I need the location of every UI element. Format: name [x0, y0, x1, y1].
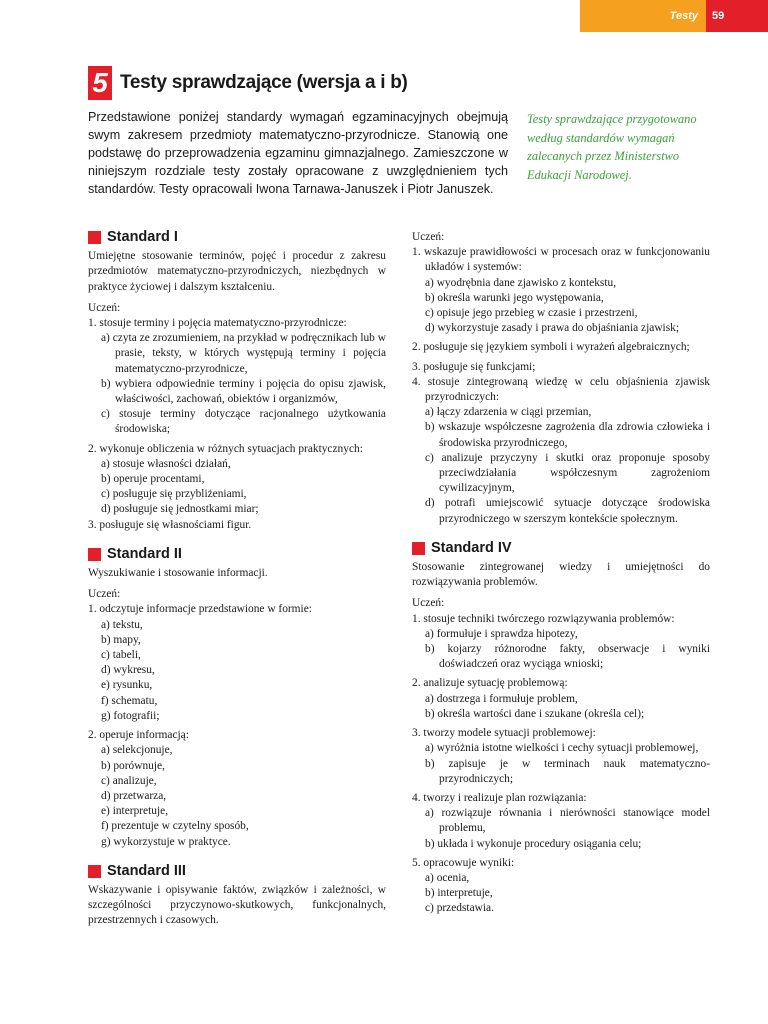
list-item: 2. operuje informacją: [88, 729, 189, 742]
list-subitem: a) selekcjonuje, [101, 744, 173, 757]
list-item: 4. stosuje zintegrowaną wiedzę w celu objaśnienia zjawisk przyrodniczych: [412, 375, 710, 404]
standard-2-description: Wyszukiwanie i stosowanie informacji. [88, 567, 268, 580]
standard-4-title: Standard IV [431, 539, 512, 556]
list-subitem: b) mapy, [101, 633, 141, 646]
chapter-title: Testy sprawdzające (wersja a i b) [120, 72, 408, 93]
list-subitem: e) rysunku, [101, 679, 153, 692]
list-subitem: c) tabeli, [101, 649, 141, 662]
list-subitem: d) posługuje się jednostkami miar; [101, 503, 259, 516]
list-subitem: e) interpretuje, [101, 805, 169, 818]
list-subitem: b) wybiera odpowiednie terminy i pojęcia do opisu zjawisk, właściwości, zachowań, obiektów i organizmów, [101, 377, 386, 406]
list-item: 1. wskazuje prawidłowości w procesach oraz w funkcjonowaniu układów i systemów: [412, 246, 710, 274]
list-subitem: c) analizuje przyczyny i skutki oraz proponuje sposoby przeciwdziałania współczesnym zagrożeniom cywilizacyjnym, [425, 451, 710, 495]
list-subitem: d) wykorzystuje zasady i prawa do objaśniania zjawisk; [425, 322, 679, 335]
standard-1-heading [88, 230, 386, 245]
list-subitem: c) analizuje, [101, 774, 157, 787]
red-square-marker [88, 865, 101, 878]
list-item: 3. posługuje się funkcjami; [412, 360, 536, 373]
list-subitem: c) przedstawia. [425, 902, 494, 915]
chapter-heading [88, 66, 408, 100]
list-item: 3. posługuje się własnościami figur. [88, 518, 252, 531]
list-item: 1. stosuje terminy i pojęcia matematyczno-przyrodnicze: [88, 317, 347, 330]
page-header-tab [580, 0, 768, 32]
list-subitem: a) łączy zdarzenia w ciągi przemian, [425, 406, 592, 419]
standard-2-lead: Uczeń: [88, 588, 121, 601]
list-subitem: d) potrafi umiejscowić sytuacje dotyczące środowiska przyrodniczego w szerszym kontekście społecznym. [425, 497, 710, 525]
intro-paragraph: Przedstawione poniżej standardy wymagań egzaminacyjnych obejmują swym zakresem przedmioty matematyczno-przyrodnicze. Stanowią one podstawę do przeprowadzenia egzaminu gimnazjalnego. Zamieszczone w niniejszym rozdziale testy zostały opracowane z uwzględnieniem tych standardów. Testy opracowali Iwona Tarnawa-Januszek i Piotr Januszek. [88, 110, 508, 196]
standard-1-description: Umiejętne stosowanie terminów, pojęć i procedur z zakresu przedmiotów matematyczno-przyrodniczych, niezbędnych w praktyce życiowej i dalszym kształceniu. [88, 250, 386, 293]
left-column [88, 230, 386, 935]
standard-3-lead: Uczeń: [412, 231, 445, 243]
list-subitem: b) określa wartości dane i szukane (określa cel); [425, 707, 645, 720]
list-subitem: a) rozwiązuje równania i nierówności stanowiące model problemu, [425, 807, 710, 835]
list-subitem: b) interpretuje, [425, 887, 493, 900]
standard-2-title: Standard II [107, 545, 182, 562]
section-label: Testy [580, 0, 706, 32]
standard-4-lead: Uczeń: [412, 597, 445, 610]
list-subitem: c) opisuje jego przebieg w czasie i przestrzeni, [425, 307, 638, 320]
list-item: 2. wykonuje obliczenia w różnych sytuacjach praktycznych: [88, 442, 363, 455]
list-subitem: g) wykorzystuje w praktyce. [101, 835, 231, 848]
list-item: 4. tworzy i realizuje plan rozwiązania: [412, 791, 587, 804]
side-note: Testy sprawdzające przygotowano według standardów wymagań zalecanych przez Ministerstwo Edukacji Narodowej. [527, 112, 697, 182]
list-item: 5. opracowuje wyniki: [412, 856, 515, 869]
page-number: 59 [706, 0, 768, 32]
list-subitem: b) wskazuje współczesne zagrożenia dla zdrowia człowieka i środowiska przyrodniczego, [425, 421, 710, 449]
list-subitem: b) kojarzy różnorodne fakty, obserwacje i wyniki doświadczeń oraz wyciąga wnioski; [425, 643, 710, 671]
list-item: 1. odczytuje informacje przedstawione w formie: [88, 603, 312, 616]
list-subitem: f) prezentuje w czytelny sposób, [101, 820, 249, 833]
list-subitem: c) posługuje się przybliżeniami, [101, 488, 247, 501]
red-square-marker [88, 548, 101, 561]
list-subitem: a) ocenia, [425, 871, 470, 884]
list-item: 2. analizuje sytuację problemową: [412, 677, 568, 690]
list-subitem: a) stosuje własności działań, [101, 457, 231, 470]
list-subitem: f) schematu, [101, 694, 158, 707]
standard-1-title: Standard I [107, 229, 178, 245]
red-square-marker [412, 542, 425, 555]
list-item: 2. posługuje się językiem symboli i wyrażeń algebraicznych; [412, 341, 690, 354]
list-item: 3. tworzy modele sytuacji problemowej: [412, 727, 596, 740]
list-subitem: a) tekstu, [101, 618, 143, 631]
list-subitem: a) dostrzega i formułuje problem, [425, 692, 578, 705]
standard-2-heading [88, 547, 386, 562]
list-subitem: g) fotografii; [101, 709, 160, 722]
list-subitem: b) porównuje, [101, 759, 165, 772]
list-subitem: a) wyróżnia istotne wielkości i cechy sytuacji problemowej, [425, 742, 699, 755]
list-subitem: c) stosuje terminy dotyczące racjonalnego użytkowania środowiska; [101, 408, 386, 436]
list-subitem: a) formułuje i sprawdza hipotezy, [425, 627, 578, 640]
list-subitem: d) wykresu, [101, 664, 155, 677]
list-subitem: b) układa i wykonuje procedury osiągania celu; [425, 837, 642, 850]
list-subitem: b) operuje procentami, [101, 473, 205, 486]
list-item: 1. stosuje techniki twórczego rozwiązywania problemów: [412, 612, 675, 625]
list-subitem: d) przetwarza, [101, 789, 167, 802]
chapter-number: 5 [88, 66, 112, 100]
list-subitem: a) czyta ze zrozumieniem, na przykład w podręcznikach lub w prasie, teksty, w których występują terminy i pojęcia matematyczno-przyrodnicze, [101, 332, 386, 375]
list-subitem: b) zapisuje je w terminach nauk matematyczno-przyrodniczych; [425, 757, 710, 785]
standard-3-description: Wskazywanie i opisywanie faktów, związków i zależności, w szczególności przyczynowo-skutkowych, funkcjonalnych, przestrzennych i czasowych. [88, 883, 386, 927]
standard-1-lead: Uczeń: [88, 301, 121, 314]
list-subitem: b) określa warunki jego występowania, [425, 291, 604, 304]
standard-3-heading [88, 864, 386, 879]
list-subitem: a) wyodrębnia dane zjawisko z kontekstu, [425, 276, 617, 289]
standard-4-description: Stosowanie zintegrowanej wiedzy i umiejętności do rozwiązywania problemów. [412, 561, 710, 589]
red-square-marker [88, 231, 101, 244]
standard-3-title: Standard III [107, 862, 186, 879]
standard-4-heading [412, 541, 710, 556]
right-column [412, 230, 710, 917]
